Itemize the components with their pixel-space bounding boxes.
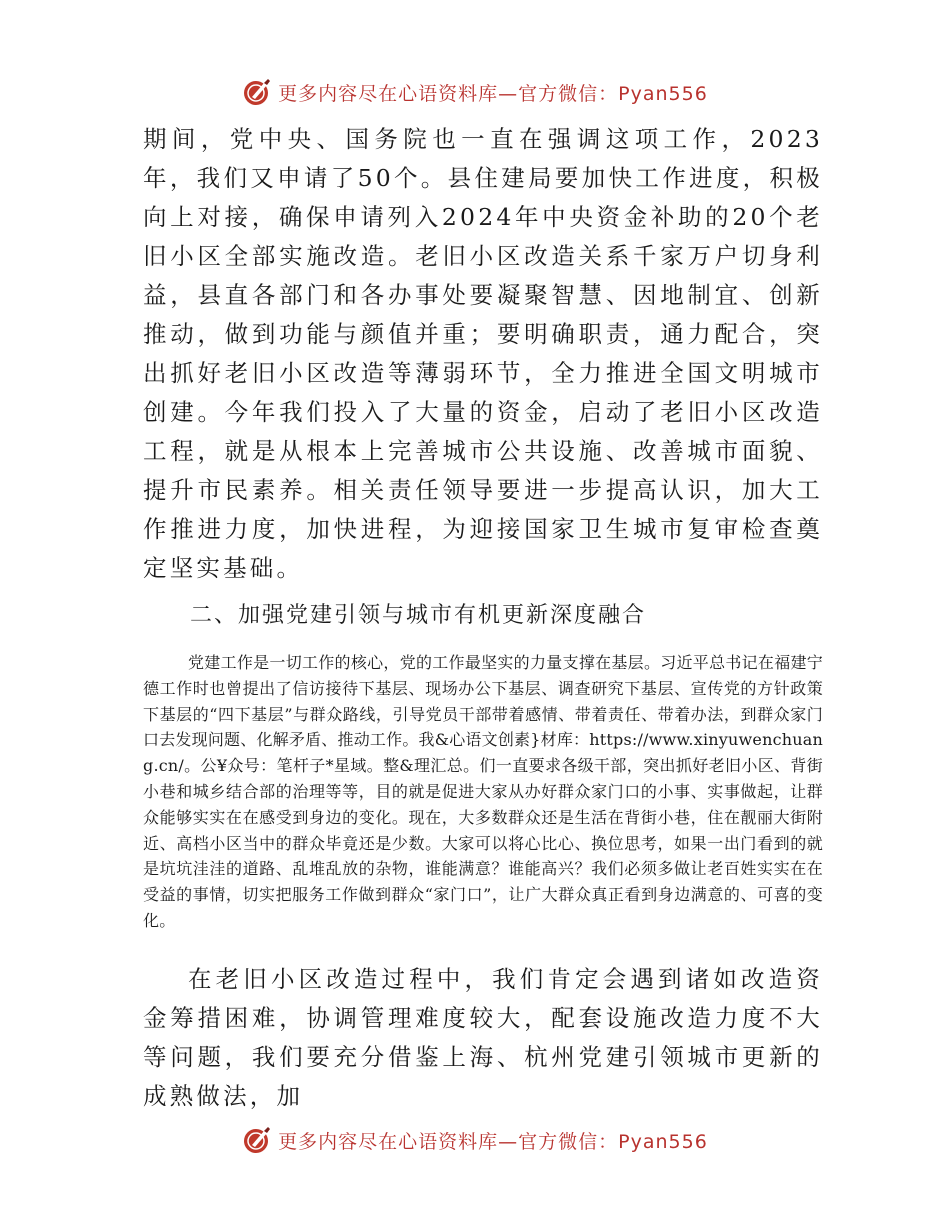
paragraph-3: 在老旧小区改造过程中，我们肯定会遇到诸如改造资金筹措困难，协调管理难度较大，配套设施改造力度不大等问题，我们要充分借鉴上海、杭州党建引领城市更新的成熟做法，加 <box>143 965 823 1110</box>
header-banner <box>0 72 950 112</box>
paragraph-1: 期间，党中央、国务院也一直在强调这项工作，2023年，我们又申请了50个。县住建局要加快工作进度，积极向上对接，确保申请列入2024年中央资金补助的20个老旧小区全部实施改造。老旧小区改造关系千家万户切身利益，县直各部门和各办事处要凝聚智慧、因地制宜、创新推动，做到功能与颜值并重；要明确职责，通力配合，突出抓好老旧小区改造等薄弱环节，全力推进全国文明城市创建。今年我们投入了大量的资金，启动了老旧小区改造工程，就是从根本上完善城市公共设施、改善城市面貌、提升市民素养。相关责任领导要进一步提高认识，加大工作推进力度，加快进程，为迎接国家卫生城市复审检查奠定坚实基础。 <box>143 125 823 582</box>
footer-banner <box>0 1120 950 1160</box>
banner-text: 更多内容尽在心语资料库—官方微信：Pyan556 <box>278 82 708 105</box>
wax-seal-pen-icon <box>242 77 272 107</box>
wax-seal-pen-icon <box>242 1125 272 1155</box>
section-heading: 二、加强党建引领与城市有机更新深度融合 <box>190 603 647 628</box>
banner-text: 更多内容尽在心语资料库—官方微信：Pyan556 <box>278 1130 708 1153</box>
paragraph-2: 党建工作是一切工作的核心，党的工作最坚实的力量支撑在基层。习近平总书记在福建宁德工作时也曾提出了信访接待下基层、现场办公下基层、调查研究下基层、宣传党的方针政策下基层的“四下基层”与群众路线，引导党员干部带着感情、带着责任、带着办法，到群众家门口去发现问题、化解矛盾、推动工作。我&心语文创素}材库：https://www.xinyuwenchuang.cn/。公¥众号：笔杆子*星域。整&理汇总。们一直要求各级干部，突出抓好老旧小区、背街小巷和城乡结合部的治理等等，目的就是促进大家从办好群众家门口的小事、实事做起，让群众能够实实在在感受到身边的变化。现在，大多数群众还是生活在背街小巷，住在靓丽大街附近、高档小区当中的群众毕竟还是少数。大家可以将心比心、换位思考，如果一出门看到的就是坑坑洼洼的道路、乱堆乱放的杂物，谁能满意？谁能高兴？我们必须多做让老百姓实实在在受益的事情，切实把服务工作做到群众“家门口”，让广大群众真正看到身边满意的、可喜的变化。 <box>143 653 823 930</box>
